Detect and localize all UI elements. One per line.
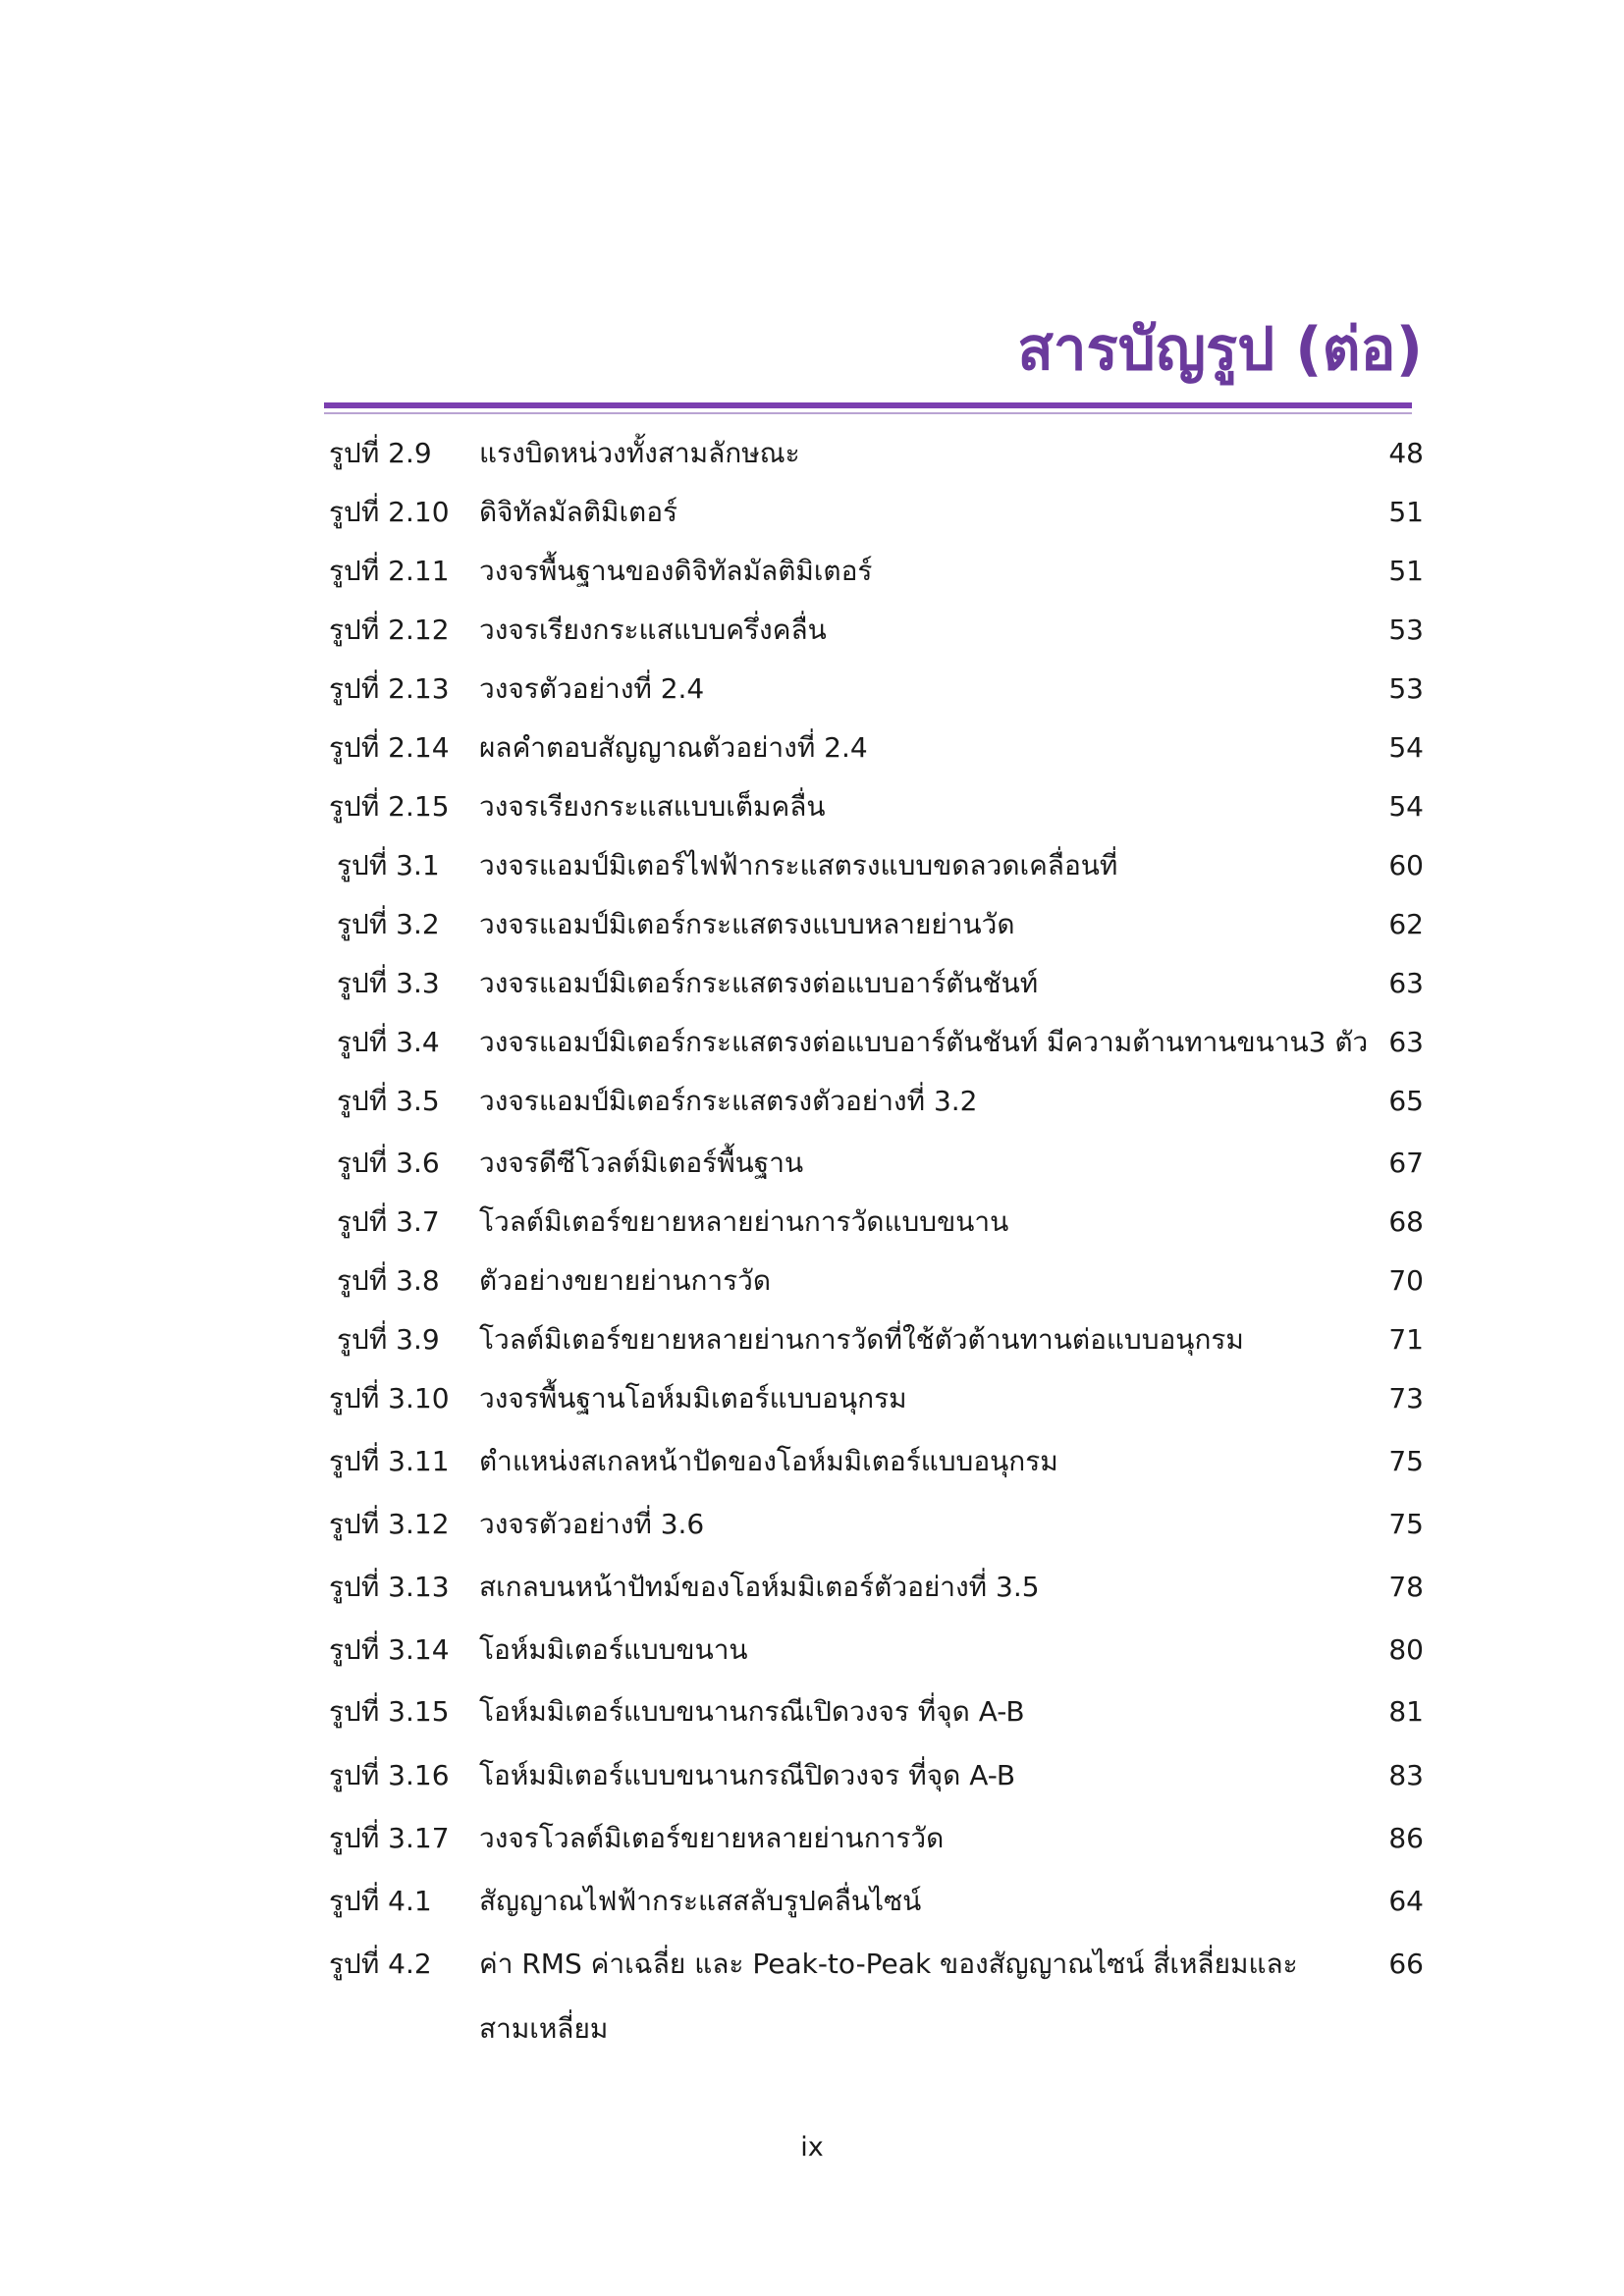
figure-title: สัญญาณไฟฟ้ากระแสสลับรูปคลื่นไซน์ bbox=[479, 1885, 922, 1917]
figure-label: รูปที่ 2.13 bbox=[329, 672, 450, 705]
list-item bbox=[0, 1074, 1624, 1129]
list-item bbox=[0, 779, 1624, 834]
page-ref: 53 bbox=[1388, 614, 1424, 646]
figure-label: รูปที่ 2.14 bbox=[329, 731, 450, 764]
figure-label: รูปที่ 4.1 bbox=[329, 1885, 432, 1917]
list-item bbox=[0, 721, 1624, 775]
figure-title: วงจรแอมป์มิเตอร์กระแสตรงตัวอย่างที่ 3.2 bbox=[479, 1085, 978, 1117]
title-underline-thin bbox=[324, 412, 1412, 414]
figure-label: รูปที่ 3.13 bbox=[329, 1571, 450, 1603]
figure-label: รูปที่ 2.10 bbox=[329, 496, 450, 528]
figure-title: ตำแหน่งสเกลหน้าปัดของโอห์มมิเตอร์แบบอนุกรม bbox=[479, 1445, 1058, 1477]
list-item bbox=[0, 1560, 1624, 1615]
figure-title: วงจรแอมป์มิเตอร์กระแสตรงต่อแบบอาร์ตันชันท์ bbox=[479, 967, 1039, 999]
page-number: ix bbox=[800, 2132, 824, 2163]
figure-title: วงจรพื้นฐานโอห์มมิเตอร์แบบอนุกรม bbox=[479, 1382, 907, 1415]
list-item bbox=[0, 544, 1624, 599]
page-ref: 70 bbox=[1388, 1264, 1424, 1297]
page-ref: 64 bbox=[1388, 1885, 1424, 1917]
figure-label: รูปที่ 2.12 bbox=[329, 614, 450, 646]
list-item bbox=[0, 956, 1624, 1011]
figure-title: วงจรเรียงกระแสแบบเต็มคลื่น bbox=[479, 790, 826, 823]
list-item bbox=[0, 1434, 1624, 1489]
page-ref: 83 bbox=[1388, 1759, 1424, 1791]
list-item bbox=[0, 1623, 1624, 1678]
page-ref: 63 bbox=[1388, 1026, 1424, 1058]
title-underline bbox=[324, 402, 1412, 408]
page-ref: 60 bbox=[1388, 849, 1424, 881]
page-ref: 73 bbox=[1388, 1382, 1424, 1415]
figure-label: รูปที่ 2.11 bbox=[329, 555, 450, 587]
page-ref: 66 bbox=[1388, 1948, 1424, 1980]
figure-title: โอห์มมิเตอร์แบบขนานกรณีเปิดวงจร ที่จุด A-B bbox=[479, 1695, 1025, 1728]
figure-title: วงจรโวลต์มิเตอร์ขยายหลายย่านการวัด bbox=[479, 1822, 945, 1854]
list-item bbox=[0, 662, 1624, 717]
figure-title: สเกลบนหน้าปัทม์ของโอห์มมิเตอร์ตัวอย่างที่ 3.5 bbox=[479, 1571, 1040, 1603]
list-item bbox=[0, 1684, 1624, 1739]
figure-title: วงจรตัวอย่างที่ 2.4 bbox=[479, 672, 705, 705]
page-ref: 63 bbox=[1388, 967, 1424, 999]
figure-title: แรงบิดหน่วงทั้งสามลักษณะ bbox=[479, 437, 800, 469]
figure-label: รูปที่ 3.14 bbox=[329, 1633, 450, 1666]
figure-label: รูปที่ 3.2 bbox=[337, 908, 440, 940]
figure-title: วงจรแอมป์มิเตอร์กระแสตรงต่อแบบอาร์ตันชันท์ มีความต้านทานขนาน3 ตัว bbox=[479, 1026, 1369, 1058]
figure-label: รูปที่ 3.10 bbox=[329, 1382, 450, 1415]
list-item bbox=[0, 897, 1624, 952]
figure-title: โอห์มมิเตอร์แบบขนานกรณีปิดวงจร ที่จุด A-B bbox=[479, 1759, 1016, 1791]
figure-label: รูปที่ 2.9 bbox=[329, 437, 432, 469]
list-item bbox=[0, 838, 1624, 893]
figure-label: รูปที่ 3.1 bbox=[337, 849, 440, 881]
page-ref: 54 bbox=[1388, 731, 1424, 764]
page-ref: 51 bbox=[1388, 496, 1424, 528]
page-title: สารบัญรูป (ต่อ) bbox=[1017, 315, 1423, 384]
figure-title: วงจรดีซีโวลต์มิเตอร์พื้นฐาน bbox=[479, 1147, 804, 1179]
list-item bbox=[0, 1312, 1624, 1367]
figure-label: รูปที่ 3.6 bbox=[337, 1147, 440, 1179]
list-item bbox=[0, 485, 1624, 540]
figure-label: รูปที่ 2.15 bbox=[329, 790, 450, 823]
figure-title: โวลต์มิเตอร์ขยายหลายย่านการวัดแบบขนาน bbox=[479, 1205, 1009, 1238]
list-item bbox=[0, 1811, 1624, 1866]
page-ref: 80 bbox=[1388, 1633, 1424, 1666]
list-item bbox=[0, 1874, 1624, 1929]
page-ref: 68 bbox=[1388, 1205, 1424, 1238]
figure-label: รูปที่ 3.4 bbox=[337, 1026, 440, 1058]
page-ref: 75 bbox=[1388, 1445, 1424, 1477]
figure-title: วงจรพื้นฐานของดิจิทัลมัลติมิเตอร์ bbox=[479, 555, 873, 587]
list-item bbox=[0, 1497, 1624, 1552]
figure-label: รูปที่ 3.7 bbox=[337, 1205, 440, 1238]
page-ref: 71 bbox=[1388, 1323, 1424, 1356]
figure-label: รูปที่ 3.8 bbox=[337, 1264, 440, 1297]
list-item bbox=[0, 1015, 1624, 1070]
figure-label: รูปที่ 3.17 bbox=[329, 1822, 450, 1854]
page-ref: 67 bbox=[1388, 1147, 1424, 1179]
figure-title: โอห์มมิเตอร์แบบขนาน bbox=[479, 1633, 748, 1666]
figure-label: รูปที่ 3.5 bbox=[337, 1085, 440, 1117]
figure-title: ผลคำตอบสัญญาณตัวอย่างที่ 2.4 bbox=[479, 731, 868, 764]
page-ref: 78 bbox=[1388, 1571, 1424, 1603]
list-item bbox=[0, 1371, 1624, 1426]
figure-title: ดิจิทัลมัลติมิเตอร์ bbox=[479, 496, 678, 528]
page-ref: 65 bbox=[1388, 1085, 1424, 1117]
figure-title: วงจรแอมป์มิเตอร์กระแสตรงแบบหลายย่านวัด bbox=[479, 908, 1015, 940]
figure-label: รูปที่ 3.12 bbox=[329, 1508, 450, 1540]
figure-label: รูปที่ 3.11 bbox=[329, 1445, 450, 1477]
list-item bbox=[0, 603, 1624, 658]
list-item bbox=[0, 426, 1624, 481]
list-item bbox=[0, 1254, 1624, 1308]
list-item bbox=[0, 1937, 1624, 2045]
list-item bbox=[0, 1195, 1624, 1250]
page-ref: 53 bbox=[1388, 672, 1424, 705]
figure-label: รูปที่ 3.9 bbox=[337, 1323, 440, 1356]
page-ref: 86 bbox=[1388, 1822, 1424, 1854]
figure-label: รูปที่ 3.3 bbox=[337, 967, 440, 999]
figure-title-continued: สามเหลี่ยม bbox=[479, 2012, 609, 2045]
page-ref: 62 bbox=[1388, 908, 1424, 940]
figure-title: วงจรแอมป์มิเตอร์ไฟฟ้ากระแสตรงแบบขดลวดเคลื่อนที่ bbox=[479, 849, 1118, 881]
page-ref: 75 bbox=[1388, 1508, 1424, 1540]
figure-title: วงจรเรียงกระแสแบบครึ่งคลื่น bbox=[479, 614, 827, 646]
figure-title: ตัวอย่างขยายย่านการวัด bbox=[479, 1264, 772, 1297]
figure-label: รูปที่ 3.15 bbox=[329, 1695, 450, 1728]
page-ref: 54 bbox=[1388, 790, 1424, 823]
page-ref: 51 bbox=[1388, 555, 1424, 587]
figure-label: รูปที่ 4.2 bbox=[329, 1948, 432, 1980]
figure-title: โวลต์มิเตอร์ขยายหลายย่านการวัดที่ใช้ตัวต้านทานต่อแบบอนุกรม bbox=[479, 1323, 1244, 1356]
page-ref: 48 bbox=[1388, 437, 1424, 469]
list-item bbox=[0, 1136, 1624, 1191]
list-item bbox=[0, 1748, 1624, 1803]
figure-label: รูปที่ 3.16 bbox=[329, 1759, 450, 1791]
page-ref: 81 bbox=[1388, 1695, 1424, 1728]
figure-title: วงจรตัวอย่างที่ 3.6 bbox=[479, 1508, 705, 1540]
figure-title: ค่า RMS ค่าเฉลี่ย และ Peak-to-Peak ของสัญญาณไซน์ สี่เหลี่ยมและ bbox=[479, 1948, 1298, 1980]
